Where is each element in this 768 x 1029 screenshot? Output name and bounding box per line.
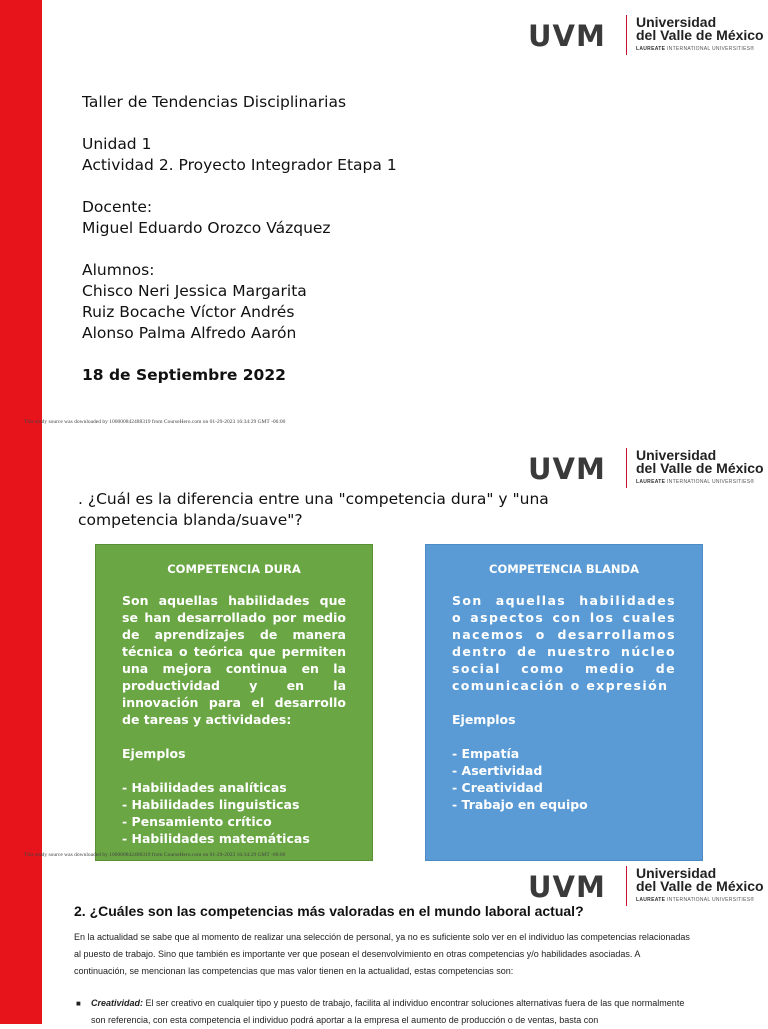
course-name: Taller de Tendencias Disciplinarias bbox=[82, 93, 347, 111]
teacher-label: Docente: bbox=[82, 198, 153, 216]
students-label: Alumnos: bbox=[82, 261, 155, 279]
hard-skill-example: - Habilidades analíticas bbox=[122, 780, 287, 795]
student-name: Chisco Neri Jessica Margarita bbox=[82, 282, 307, 300]
soft-skill-example: - Trabajo en equipo bbox=[452, 797, 588, 812]
logo-divider bbox=[626, 448, 627, 488]
logo-tagline: LAUREATE INTERNATIONAL UNIVERSITIES® bbox=[636, 479, 755, 485]
soft-skills-examples-label: Ejemplos bbox=[452, 712, 516, 727]
logo-name-line2: del Valle de México bbox=[636, 27, 764, 43]
uvm-logo bbox=[528, 448, 768, 488]
student-name: Ruiz Bocache Víctor Andrés bbox=[82, 303, 295, 321]
student-name: Alonso Palma Alfredo Aarón bbox=[82, 324, 297, 342]
hard-skills-title: COMPETENCIA DURA bbox=[167, 562, 301, 576]
logo-name-line1: Universidad bbox=[636, 865, 717, 881]
unit: Unidad 1 bbox=[82, 135, 152, 153]
hard-skills-description: Son aquellas habilidades que se han desarrollado por medio de aprendizajes de manera técnica o teórica que permiten una mejora continua en la productividad y en la innovación para el desarrollo de tareas y actividades: bbox=[122, 593, 346, 727]
date: 18 de Septiembre 2022 bbox=[82, 366, 286, 384]
hard-skill-example: - Pensamiento crítico bbox=[122, 814, 272, 829]
logo-name-line2: del Valle de México bbox=[636, 878, 764, 894]
hard-skills-examples-label: Ejemplos bbox=[122, 746, 186, 761]
logo-name-line2: del Valle de México bbox=[636, 460, 764, 476]
hard-skills-box bbox=[95, 544, 373, 861]
logo-tagline: LAUREATE INTERNATIONAL UNIVERSITIES® bbox=[636, 897, 755, 903]
soft-skills-description: Son aquellas habilidades o aspectos con los cuales nacemos o desarrollamos dentro de nuestro núcleo social como medio de comunicación o expresión bbox=[452, 593, 676, 693]
activity: Actividad 2. Proyecto Integrador Etapa 1 bbox=[82, 156, 397, 174]
logo-divider bbox=[626, 866, 627, 906]
logo-tagline: LAUREATE INTERNATIONAL UNIVERSITIES® bbox=[636, 46, 755, 52]
bullet-term: Creatividad: bbox=[91, 998, 144, 1008]
bullet-text: El ser creativo en cualquier tipo y puesto de trabajo, facilita al individuo encontrar soluciones alternativas fuera de las que normalmente son referencia, con esta competencia el individuo podrá aportar a la empresa el aumento de producción o de ventas, basta con bbox=[91, 998, 685, 1025]
logo-brand: UVM bbox=[528, 870, 606, 904]
logo-brand: UVM bbox=[528, 19, 606, 53]
intro-paragraph: En la actualidad se sabe que al momento de realizar una selección de personal, ya no es suficiente solo ver en el individuo las competencias relacionadas al puesto de trabajo. Sino que también es importante ver que posean el desenvolvimiento en otras competencias y/o habilidades asociadas. A continuación, se mencionan las competencias que mas valor tienen en la actualidad, estas competencias son: bbox=[74, 932, 690, 976]
uvm-logo bbox=[528, 866, 768, 906]
teacher-name: Miguel Eduardo Orozco Vázquez bbox=[82, 219, 331, 237]
logo-name-line1: Universidad bbox=[636, 14, 717, 30]
question-2: 2. ¿Cuáles son las competencias más valoradas en el mundo laboral actual? bbox=[74, 903, 584, 919]
soft-skills-title: COMPETENCIA BLANDA bbox=[489, 562, 639, 576]
soft-skill-example: - Empatía bbox=[452, 746, 520, 761]
bullet-icon: ■ bbox=[76, 999, 81, 1008]
download-watermark: This study source was downloaded by 100000842488319 from CourseHero.com on 01-29-2023 16:34:29 GMT -06:00 bbox=[24, 419, 286, 425]
uvm-logo bbox=[528, 15, 768, 55]
logo-brand: UVM bbox=[528, 452, 606, 486]
logo-divider bbox=[626, 15, 627, 55]
question-1: . ¿Cuál es la diferencia entre una "competencia dura" y "una competencia blanda/suave"? bbox=[78, 490, 549, 529]
hard-skill-example: - Habilidades linguisticas bbox=[122, 797, 300, 812]
red-side-bar bbox=[0, 0, 42, 1024]
hard-skill-example: - Habilidades matemáticas bbox=[122, 831, 310, 846]
soft-skill-example: - Creatividad bbox=[452, 780, 543, 795]
download-watermark: This study source was downloaded by 100000842488319 from CourseHero.com on 01-29-2023 16:34:29 GMT -06:00 bbox=[24, 852, 286, 858]
soft-skill-example: - Asertividad bbox=[452, 763, 543, 778]
title-slide bbox=[82, 92, 397, 386]
soft-skills-box bbox=[425, 544, 703, 861]
logo-name-line1: Universidad bbox=[636, 447, 717, 463]
